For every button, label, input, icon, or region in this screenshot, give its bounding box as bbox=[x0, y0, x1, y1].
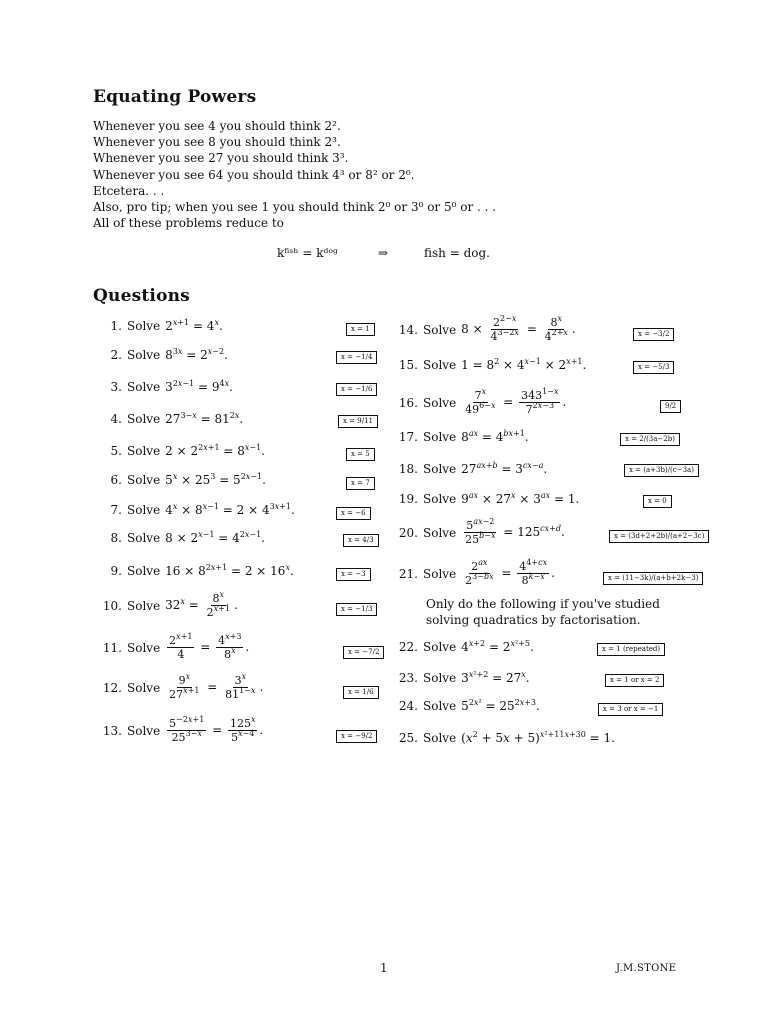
intro-line: Whenever you see 64 you should think 4³ or 8² or 2⁶. bbox=[93, 167, 415, 182]
solve-label: Solve bbox=[423, 322, 457, 337]
author-name: J.M.STONE bbox=[616, 963, 677, 974]
question-6 bbox=[100, 473, 266, 487]
question-number: 7. bbox=[110, 503, 122, 517]
answer-box: x = −5/3 bbox=[633, 361, 674, 374]
answer-box: x = 3 or x = −1 bbox=[598, 703, 663, 716]
question-number: 25. bbox=[398, 731, 418, 745]
question-24 bbox=[396, 699, 540, 713]
equation: $27^{ax+b} = 3^{cx-a}$. bbox=[461, 461, 548, 476]
equation: $8^{3x} = 2^{x-2}$. bbox=[165, 347, 228, 362]
answer-box: x = −1/6 bbox=[336, 383, 377, 396]
solve-label: Solve bbox=[423, 525, 457, 540]
solve-label: Solve bbox=[127, 412, 161, 426]
question-number: 10. bbox=[102, 598, 122, 613]
question-11 bbox=[100, 634, 249, 661]
answer-box: x = 9/11 bbox=[338, 415, 378, 428]
equation: $\frac{9^x}{27^{x+1}}$ = $\frac{3^x}{81^{1-x}}$ . bbox=[169, 672, 264, 701]
question-number: 18. bbox=[398, 462, 418, 476]
intro-paragraph bbox=[93, 118, 496, 231]
page-number: 1 bbox=[380, 961, 388, 975]
question-number: 2. bbox=[110, 348, 122, 362]
question-18 bbox=[396, 462, 547, 476]
question-number: 23. bbox=[398, 671, 418, 685]
intro-line: Whenever you see 8 you should think 2³. bbox=[93, 135, 341, 150]
question-number: 12. bbox=[102, 680, 122, 695]
answer-box: x = 0 bbox=[643, 495, 672, 508]
question-number: 1. bbox=[110, 319, 122, 333]
answer-box: x = (11−3k)/(a+b+2k−3) bbox=[603, 572, 703, 585]
equation: $27^{3-x} = 81^{2x}$. bbox=[165, 411, 244, 426]
equation: $4^{x+2} = 2^{x^2+5}$. bbox=[461, 639, 534, 654]
question-number: 16. bbox=[398, 395, 418, 410]
question-19 bbox=[396, 492, 579, 506]
section-title-questions: Questions bbox=[93, 286, 190, 306]
equation: $32^x$ = $\frac{8^x}{2^{x+1}}$ . bbox=[165, 590, 238, 619]
answer-box: x = −3 bbox=[336, 568, 371, 581]
question-9 bbox=[100, 564, 294, 578]
question-3 bbox=[100, 380, 233, 394]
answer-box: x = −9/2 bbox=[336, 730, 377, 743]
answer-box: x = (a+3b)/(c−3a) bbox=[624, 464, 699, 477]
solve-label: Solve bbox=[423, 731, 457, 745]
equation: $5^{2x^2} = 25^{2x+3}$. bbox=[461, 698, 540, 713]
answer-box: x = 1 (repeated) bbox=[597, 643, 665, 656]
note-line: Only do the following if you've studied bbox=[426, 597, 660, 611]
question-number: 22. bbox=[398, 640, 418, 654]
solve-label: Solve bbox=[423, 566, 457, 581]
display-equation-right: fish = dog. bbox=[424, 246, 490, 260]
question-8 bbox=[100, 531, 265, 545]
equation: $9^{ax} \times 27^x \times 3^{ax} = 1$. bbox=[461, 491, 580, 506]
solve-label: Solve bbox=[127, 380, 161, 394]
equation: $16 \times 8^{2x+1} = 2 \times 16^x$. bbox=[165, 563, 294, 578]
answer-box: x = 1/6 bbox=[343, 686, 379, 699]
question-2 bbox=[100, 348, 228, 362]
equation: $\frac{2^{ax}}{2^{3-bx}}$ = $\frac{4^{4+cx}}{8^{k-x}}$ . bbox=[465, 558, 555, 587]
answer-box: x = −3/2 bbox=[633, 328, 674, 341]
question-number: 14. bbox=[398, 322, 418, 337]
solve-label: Solve bbox=[127, 473, 161, 487]
equation: $\frac{5^{-2x+1}}{25^{3-x}}$ = $\frac{125^x}{5^{x-4}}$ . bbox=[169, 715, 264, 744]
question-14 bbox=[396, 316, 576, 343]
question-number: 6. bbox=[110, 473, 122, 487]
question-number: 3. bbox=[110, 380, 122, 394]
question-number: 4. bbox=[110, 412, 122, 426]
question-16 bbox=[396, 389, 566, 416]
intro-line: Whenever you see 4 you should think 2². bbox=[93, 119, 341, 133]
question-number: 17. bbox=[398, 430, 418, 444]
question-number: 9. bbox=[110, 564, 122, 578]
question-number: 13. bbox=[102, 723, 122, 738]
answer-box: 9/2 bbox=[660, 400, 681, 413]
question-number: 15. bbox=[398, 358, 418, 372]
answer-box: x = (3d+2+2b)/(a+2−3c) bbox=[609, 530, 709, 543]
equation: $8 \times 2^{x-1} = 4^{2x-1}$. bbox=[165, 530, 265, 545]
equation: $\frac{2^{x+1}}{4}$ = $\frac{4^{x+3}}{8^x}$ . bbox=[169, 632, 250, 661]
question-1 bbox=[100, 319, 223, 333]
equation: $5^x \times 25^3 = 5^{2x-1}$. bbox=[165, 472, 266, 487]
question-22 bbox=[396, 640, 534, 654]
question-5 bbox=[100, 444, 265, 458]
question-number: 8. bbox=[110, 531, 122, 545]
equation: $\frac{7^x}{49^{6-x}}$ = $\frac{343^{1-x}}{7^{2x-3}}$ . bbox=[465, 387, 567, 416]
answer-box: x = −1/3 bbox=[336, 603, 377, 616]
question-15 bbox=[396, 358, 586, 372]
answer-box: x = 2/(3a−2b) bbox=[620, 433, 680, 446]
note-line: solving quadratics by factorisation. bbox=[426, 613, 641, 627]
question-number: 19. bbox=[398, 492, 418, 506]
question-25 bbox=[396, 731, 615, 745]
answer-box: x = −7/2 bbox=[343, 646, 384, 659]
question-21 bbox=[396, 560, 555, 587]
equation: $\frac{5^{ax-2}}{25^{b-x}}$ = $125^{cx+d}$. bbox=[465, 517, 565, 546]
answer-box: x = 4/3 bbox=[343, 534, 379, 547]
equation: $2^{x+1} = 4^x$. bbox=[165, 318, 223, 333]
equation: $4^x \times 8^{x-1} = 2 \times 4^{3x+1}$. bbox=[165, 502, 295, 517]
question-23 bbox=[396, 671, 530, 685]
question-number: 20. bbox=[398, 525, 418, 540]
solve-label: Solve bbox=[423, 462, 457, 476]
question-13 bbox=[100, 717, 263, 744]
answer-box: x = 7 bbox=[346, 477, 375, 490]
answer-box: x = −6 bbox=[336, 507, 371, 520]
implies-arrow: ⇒ bbox=[378, 246, 389, 260]
display-equation-left: kᶠⁱˢʰ = kᵈᵒᵍ bbox=[277, 246, 338, 260]
question-number: 11. bbox=[102, 640, 122, 655]
question-20 bbox=[396, 519, 565, 546]
section-title-equating-powers: Equating Powers bbox=[93, 87, 257, 107]
solve-label: Solve bbox=[127, 319, 161, 333]
solve-label: Solve bbox=[127, 598, 161, 613]
question-10 bbox=[100, 592, 238, 619]
question-17 bbox=[396, 430, 529, 444]
question-number: 21. bbox=[398, 566, 418, 581]
equation: $3^{2x-1} = 9^{4x}$. bbox=[165, 379, 233, 394]
solve-label: Solve bbox=[127, 564, 161, 578]
solve-label: Solve bbox=[127, 531, 161, 545]
question-7 bbox=[100, 503, 295, 517]
question-number: 5. bbox=[110, 444, 122, 458]
intro-line: Also, pro tip; when you see 1 you should think 2⁰ or 3⁰ or 5⁰ or . . . bbox=[93, 200, 497, 215]
intro-line: Etcetera. . . bbox=[93, 183, 165, 198]
intro-line: Whenever you see 27 you should think 3³. bbox=[93, 151, 349, 166]
solve-label: Solve bbox=[423, 395, 457, 410]
answer-box: x = −1/4 bbox=[336, 351, 377, 364]
answer-box: x = 5 bbox=[346, 448, 375, 461]
equation: 8 × $\frac{2^{2-x}}{4^{3-2x}}$ = $\frac{8^x}{4^{2+x}}$ . bbox=[461, 314, 576, 343]
equation: $3^{x^2+2} = 27^x$. bbox=[461, 670, 530, 685]
question-number: 24. bbox=[398, 699, 418, 713]
intro-line: All of these problems reduce to bbox=[93, 216, 284, 231]
quadratics-note bbox=[426, 596, 660, 628]
solve-label: Solve bbox=[127, 723, 161, 738]
equation: $1 = 8^2 \times 4^{x-1} \times 2^{x+1}$. bbox=[461, 357, 587, 372]
answer-box: x = 1 bbox=[346, 323, 375, 336]
question-4 bbox=[100, 412, 243, 426]
equation: $8^{ax} = 4^{bx+1}$. bbox=[461, 429, 529, 444]
equation: $(x^2 + 5x + 5)^{x^2+11x+30} = 1$. bbox=[461, 730, 615, 745]
equation: $2 \times 2^{2x+1} = 8^{x-1}$. bbox=[165, 443, 265, 458]
solve-label: Solve bbox=[127, 503, 161, 517]
solve-label: Solve bbox=[127, 348, 161, 362]
solve-label: Solve bbox=[423, 492, 457, 506]
solve-label: Solve bbox=[423, 640, 457, 654]
answer-box: x = 1 or x = 2 bbox=[605, 674, 664, 687]
solve-label: Solve bbox=[423, 671, 457, 685]
solve-label: Solve bbox=[423, 699, 457, 713]
solve-label: Solve bbox=[127, 680, 161, 695]
solve-label: Solve bbox=[423, 358, 457, 372]
solve-label: Solve bbox=[423, 430, 457, 444]
solve-label: Solve bbox=[127, 640, 161, 655]
question-12 bbox=[100, 674, 263, 701]
solve-label: Solve bbox=[127, 444, 161, 458]
